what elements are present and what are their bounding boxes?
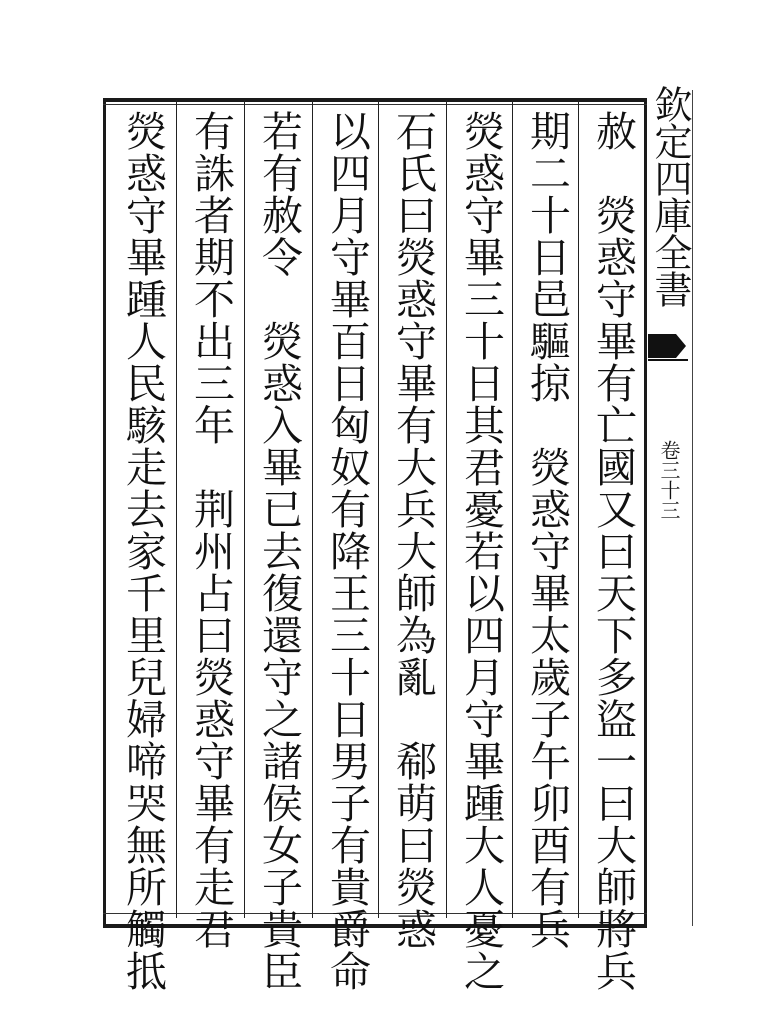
- column-rule: [446, 100, 447, 918]
- book-title: 欽定四庫全書: [648, 85, 692, 307]
- text-column-5: 以四月守畢百日匈奴有降王三十日男子有貴爵命: [323, 110, 371, 992]
- column-rule: [176, 100, 177, 918]
- text-column-1: 赦 熒惑守畢有亡國又曰天下多盜一曰大師將兵: [589, 110, 637, 992]
- column-rule: [578, 100, 579, 918]
- text-column-2: 期二十日邑驅掠 熒惑守畢太歲子午卯酉有兵: [523, 110, 571, 950]
- column-rule: [244, 100, 245, 918]
- margin-outer-rule: [692, 90, 693, 926]
- column-rule: [378, 100, 379, 918]
- column-rule: [312, 100, 313, 918]
- fish-tail-mark-icon: [646, 330, 690, 370]
- text-column-8: 熒惑守畢踵人民駭走去家千里兒婦啼哭無所觸抵: [119, 110, 167, 992]
- text-column-3: 熒惑守畢三十日其君憂若以四月守畢踵大人憂之: [457, 110, 505, 992]
- border-inner-top-line: [103, 104, 647, 105]
- text-column-6: 若有赦令 熒惑入畢已去復還守之諸侯女子貴臣: [255, 110, 303, 992]
- volume-number: 卷三十三: [657, 440, 681, 520]
- column-rule: [512, 100, 513, 918]
- text-column-7: 有誅者期不出三年 荆州占曰熒惑守畢有走君: [187, 110, 235, 950]
- text-column-4: 石氏曰熒惑守畢有大兵大師為亂 郗萌曰熒惑: [389, 110, 437, 950]
